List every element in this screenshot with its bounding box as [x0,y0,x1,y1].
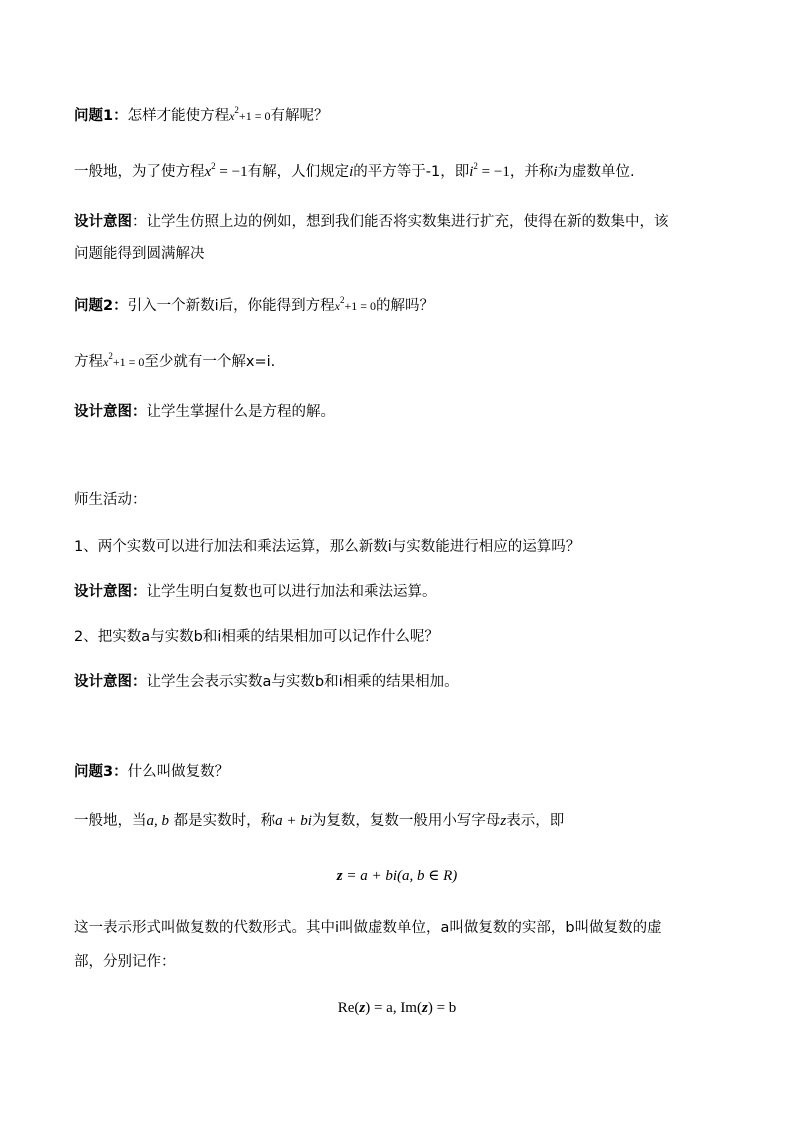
definition-text: 都是实数时，称 [169,813,276,829]
answer-2 [74,352,275,372]
question-3-text: 什么叫做复数？ [127,764,230,780]
design-intent-1 [74,212,669,232]
definition-i [74,162,635,182]
definition-complex [74,811,564,831]
equation: $x^2+1 = 0$ [229,105,271,123]
equation: $i^2 = -1$ [469,161,510,180]
definition-text: 有解，人们规定 [247,164,350,180]
answer-text: 方程 [74,354,103,370]
math-ab: a, b [146,813,169,829]
design-intent-2 [74,402,335,422]
design-intent-3 [74,582,437,602]
question-1-tail: 有解呢？ [270,108,329,124]
definition-text: 一般地，当 [74,813,147,829]
formula-re-im: Re(z) = a, Im(z) = b [337,1000,457,1016]
design-intent-text: 让学生会表示实数a与实数b和i相乘的结果相加。 [146,674,459,690]
design-intent-1-cont: 问题能得到圆满解决 [74,246,205,262]
question-2 [74,296,434,316]
algebraic-form-line-2: 部，分别记作： [74,954,176,970]
question-1-label: 问题1： [74,108,128,124]
definition-text: 的平方等于-1，即 [353,164,470,180]
question-1 [74,106,328,126]
imaginary-unit: i [349,164,354,180]
design-intent-label: 设计意图： [74,404,147,420]
equation: $x^2+1 = 0$ [103,351,145,369]
activity-item-1: 1、两个实数可以进行加法和乘法运算，那么新数i与实数能进行相应的运算吗？ [74,539,581,555]
math-a-plus-bi: a + bi [275,813,312,829]
definition-text: 为复数，复数一般用小写字母 [311,813,501,829]
question-3 [74,762,229,782]
design-intent-label: 设计意图： [74,674,147,690]
question-2-label: 问题2： [74,298,128,314]
design-intent-text: 让学生掌握什么是方程的解。 [146,404,335,420]
question-2-text: 引入一个新数i后，你能得到方程 [127,298,335,314]
question-2-tail: 的解吗？ [376,298,434,314]
answer-tail: 至少就有一个解x=i. [144,354,276,370]
design-intent-text: ：让学生仿照上边的例如，想到我们能否将实数集进行扩充，使得在新的数集中，该 [132,214,669,230]
equation: $x^2 = -1$ [204,161,248,180]
algebraic-form-line-1: 这一表示形式叫做复数的代数形式。其中i叫做虚数单位，a叫做复数的实部，b叫做复数的虚 [74,920,662,936]
math-z: z [500,813,507,829]
question-3-label: 问题3： [74,764,128,780]
imaginary-unit: i [553,164,558,180]
design-intent-4 [74,672,459,692]
definition-text: 一般地，为了使方程 [74,164,205,180]
design-intent-label: 设计意图： [74,584,147,600]
question-1-text: 怎样才能使方程 [127,108,230,124]
activity-heading: 师生活动： [74,492,147,508]
formula-complex: z = a + bi(a, b ∈ R) [336,868,458,884]
activity-item-2: 2、把实数a与实数b和i相乘的结果相加可以记作什么呢？ [74,629,439,645]
definition-text: 表示，即 [506,813,565,829]
design-intent-text: 让学生明白复数也可以进行加法和乘法运算。 [146,584,437,600]
equation: $x^2+1 = 0$ [334,295,376,313]
design-intent-label: 设计意图 [74,214,132,230]
definition-text: ，并称 [509,164,554,180]
definition-text: 为虚数单位. [557,164,635,180]
